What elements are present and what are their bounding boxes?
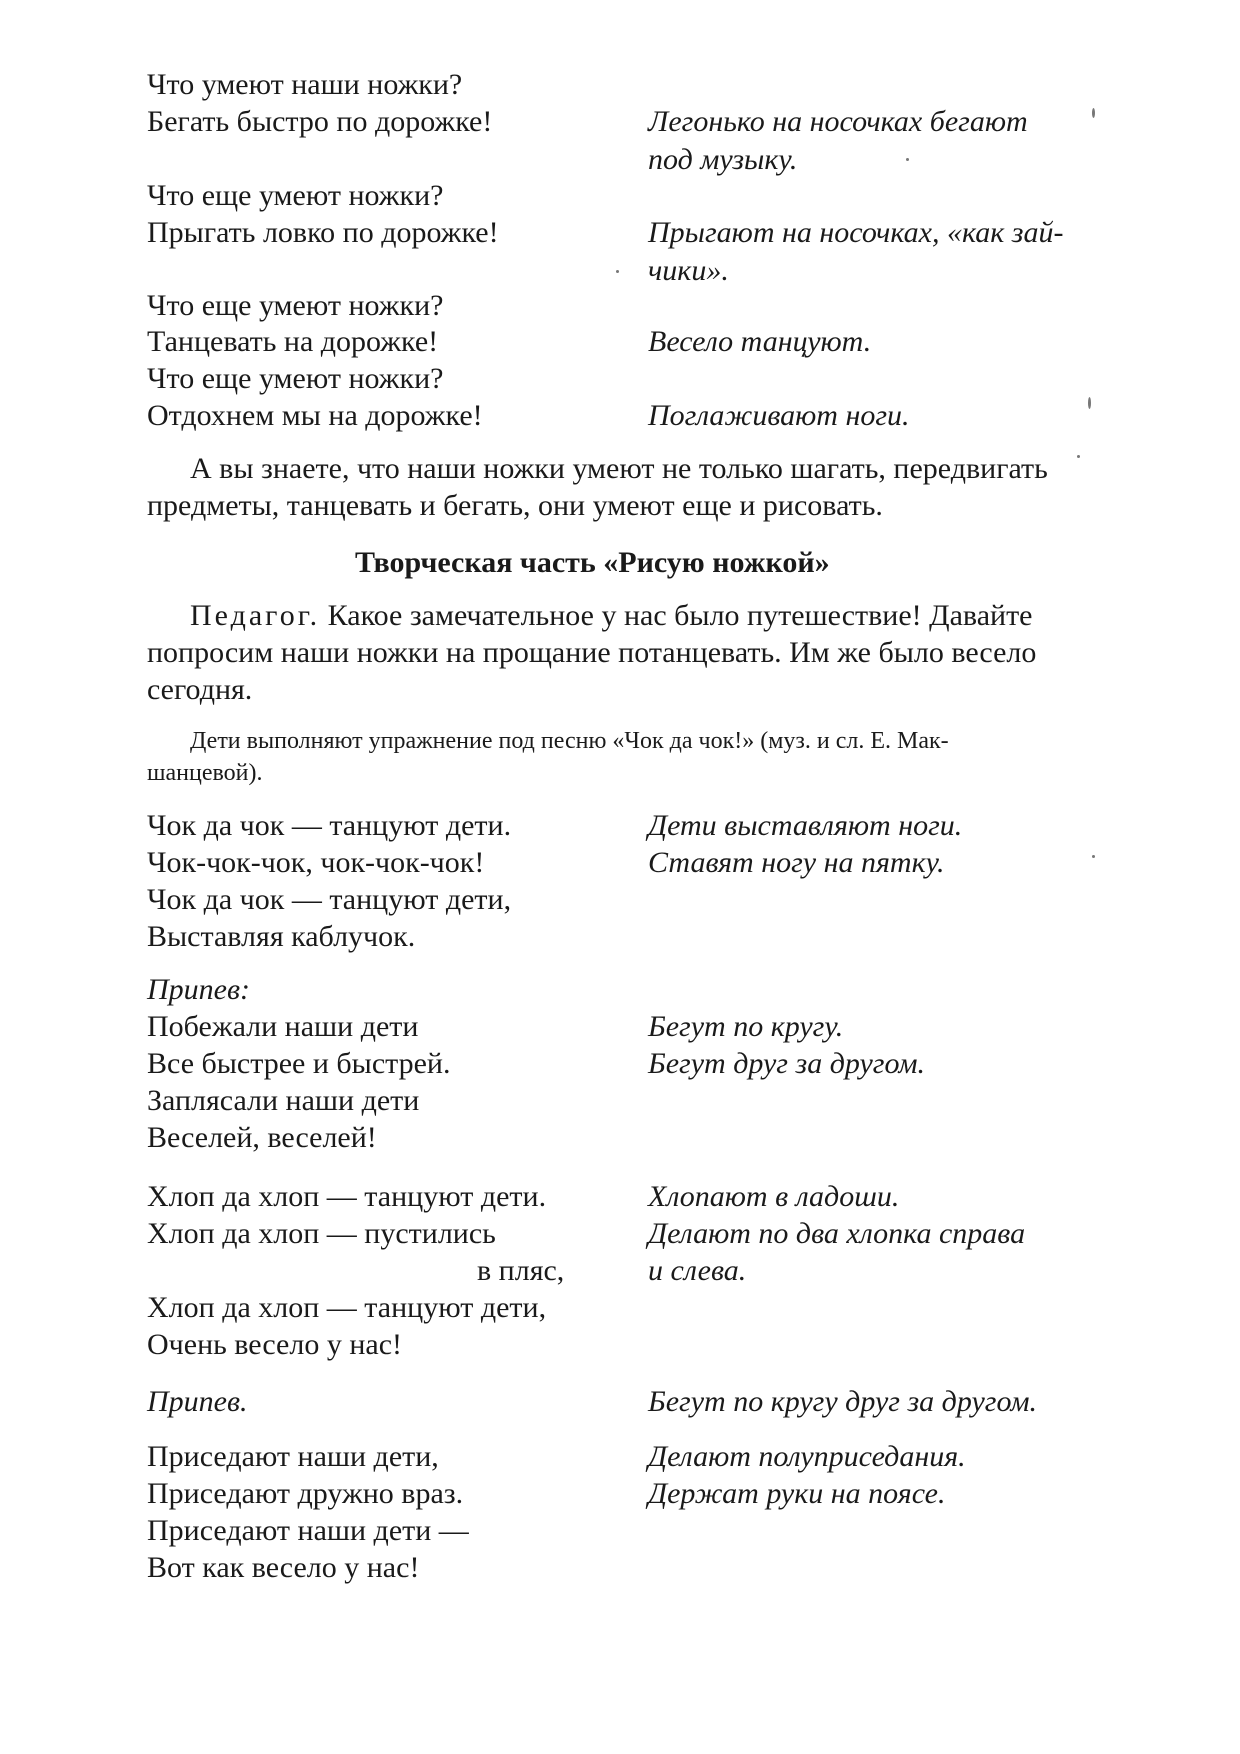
section-heading: Творческая часть «Рисую ножкой»: [355, 546, 830, 579]
lyric-line: Чок да чок — танцуют дети.: [147, 809, 512, 842]
scan-speck: [1088, 397, 1091, 409]
stage-direction-line: чики».: [648, 254, 729, 287]
stage-direction-line: Делают по два хлопка справа: [648, 1217, 1026, 1250]
lyric-line: Приседают наши дети,: [147, 1440, 439, 1473]
instruction-note-line: шанцевой).: [147, 760, 263, 786]
stage-direction-line: Весело танцуют.: [648, 325, 872, 358]
lyric-line: Хлоп да хлоп — танцуют дети.: [147, 1180, 547, 1213]
scan-speck: [906, 158, 909, 161]
lyric-line: Выставляя каблучок.: [147, 920, 416, 953]
stage-direction-line: Поглаживают ноги.: [648, 399, 910, 432]
lyric-line: Танцевать на дорожке!: [147, 325, 439, 358]
lyric-line: Что еще умеют ножки?: [147, 289, 444, 322]
lyric-line: Приседают дружно враз.: [147, 1477, 464, 1510]
stage-direction-line: Прыгают на носочках, «как зай-: [648, 216, 1064, 249]
lyric-line: Чок да чок — танцуют дети,: [147, 883, 512, 916]
stage-direction-line: под музыку.: [648, 143, 798, 176]
lyric-line: Вот как весело у нас!: [147, 1551, 420, 1584]
stage-direction-line: Легонько на носочках бегают: [648, 105, 1028, 138]
scan-speck: [1092, 855, 1095, 858]
lyric-line: Хлоп да хлоп — пустились: [147, 1217, 496, 1250]
lyric-line: Побежали наши дети: [147, 1010, 419, 1043]
stage-direction-line: Бегут по кругу друг за другом.: [648, 1385, 1037, 1418]
chorus-label: Припев.: [147, 1385, 248, 1418]
lyric-line: Все быстрее и быстрей.: [147, 1047, 451, 1080]
lyric-line: Заплясали наши дети: [147, 1084, 420, 1117]
stage-direction-line: Дети выставляют ноги.: [648, 809, 963, 842]
scan-speck: [616, 270, 619, 273]
scan-speck: [1092, 108, 1095, 118]
lyric-line: Очень весело у нас!: [147, 1328, 402, 1361]
lyric-line: Веселей, веселей!: [147, 1121, 377, 1154]
lyric-line: Отдохнем мы на дорожке!: [147, 399, 483, 432]
stage-direction-line: Ставят ногу на пятку.: [648, 846, 945, 879]
lyric-line: Прыгать ловко по дорожке!: [147, 216, 499, 249]
lyric-line: Хлоп да хлоп — танцуют дети,: [147, 1291, 547, 1324]
paragraph-line: Какое замечательное у нас было путешествие! Давайте: [327, 599, 1033, 632]
lyric-line: в пляс,: [477, 1254, 565, 1287]
paragraph-line: А вы знаете, что наши ножки умеют не только шагать, передвигать: [190, 452, 1048, 485]
stage-direction-line: Бегут по кругу.: [648, 1010, 844, 1043]
stage-direction-line: Хлопают в ладоши.: [648, 1180, 900, 1213]
stage-direction-line: Бегут друг за другом.: [648, 1047, 926, 1080]
speaker-label: Педагог.: [190, 599, 321, 632]
chorus-label: Припев:: [147, 973, 250, 1006]
lyric-line: Бегать быстро по дорожке!: [147, 105, 493, 138]
lyric-line: Что еще умеют ножки?: [147, 362, 444, 395]
lyric-line: Приседают наши дети —: [147, 1514, 469, 1547]
stage-direction-line: Делают полуприседания.: [648, 1440, 966, 1473]
stage-direction-line: и слева.: [648, 1254, 747, 1287]
lyric-line: Что умеют наши ножки?: [147, 68, 463, 101]
teacher-line: [190, 597, 1033, 634]
scan-speck: [1077, 455, 1080, 458]
lyric-line: Что еще умеют ножки?: [147, 179, 444, 212]
stage-direction-line: Держат руки на поясе.: [648, 1477, 946, 1510]
paragraph-line: сегодня.: [147, 673, 253, 706]
paragraph-line: попросим наши ножки на прощание потанцевать. Им же было весело: [147, 636, 1037, 669]
instruction-note-line: Дети выполняют упражнение под песню «Чок да чок!» (муз. и сл. Е. Мак-: [190, 728, 949, 754]
paragraph-line: предметы, танцевать и бегать, они умеют еще и рисовать.: [147, 489, 883, 522]
lyric-line: Чок-чок-чок, чок-чок-чок!: [147, 846, 485, 879]
